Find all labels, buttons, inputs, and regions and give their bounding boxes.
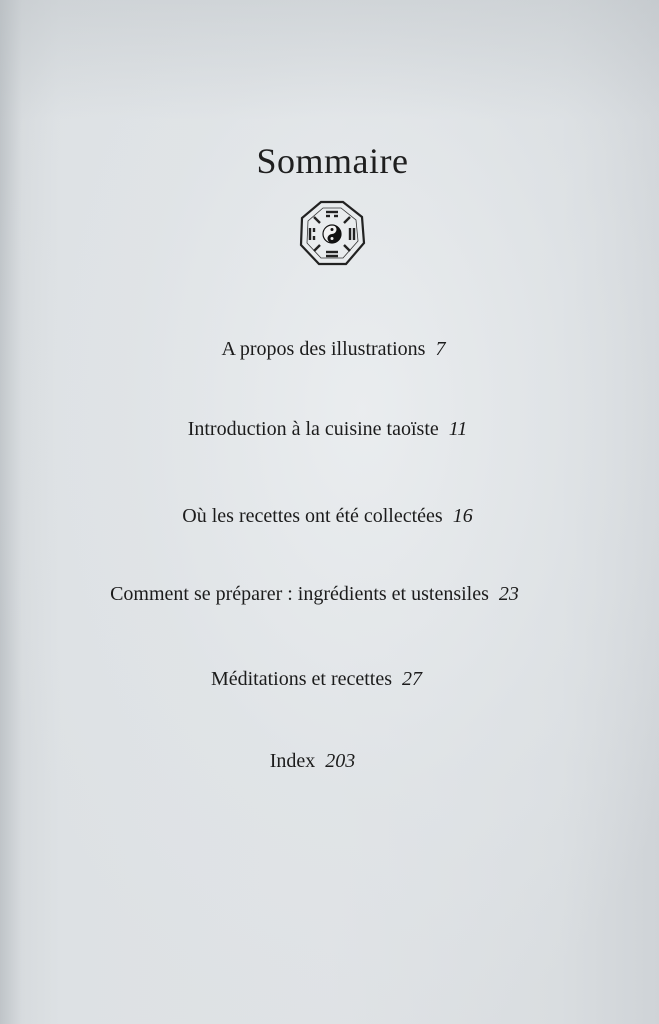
- toc-entry[interactable]: [0, 583, 644, 606]
- toc-entry-page: 23: [498, 583, 519, 605]
- toc-entry-page: 11: [448, 418, 468, 440]
- toc-entry[interactable]: [0, 750, 642, 773]
- toc-entry[interactable]: [4, 338, 659, 361]
- toc-entry-page: 203: [325, 750, 356, 772]
- toc-entry-label: A propos des illustrations: [221, 338, 426, 360]
- toc-entry-label: Méditations et recettes: [210, 668, 393, 690]
- toc-entry-page: 7: [435, 338, 446, 360]
- toc-entry-page: 16: [452, 505, 473, 527]
- toc-entry-label: Introduction à la cuisine taoïste: [187, 418, 439, 440]
- toc-entry[interactable]: [0, 505, 657, 528]
- toc-entry-label: Comment se préparer : ingrédients et ustensiles: [110, 583, 489, 605]
- toc-entry-label: Index: [269, 750, 316, 772]
- toc-entry-page: 27: [402, 668, 423, 690]
- toc-entry[interactable]: [0, 418, 657, 441]
- toc-entry-label: Où les recettes ont été collectées: [182, 505, 443, 527]
- page-title: Sommaire: [256, 141, 409, 181]
- toc-entry[interactable]: [0, 668, 646, 691]
